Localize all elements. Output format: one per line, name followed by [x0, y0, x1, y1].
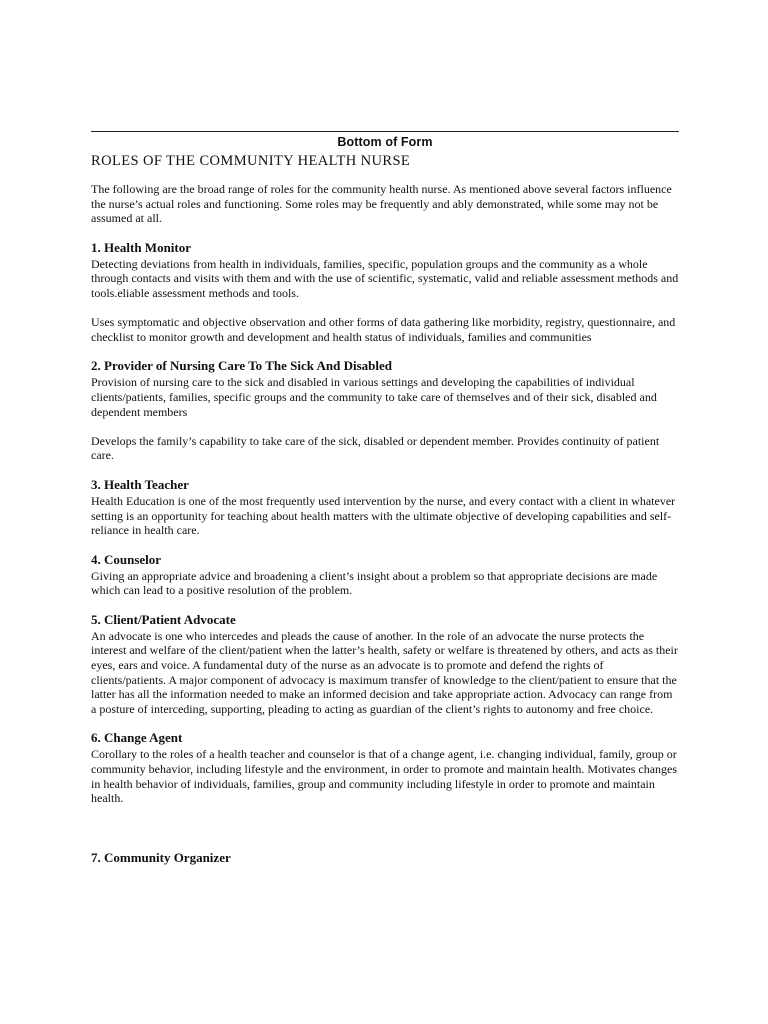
section-change-agent	[91, 730, 679, 805]
document-title: ROLES OF THE COMMUNITY HEALTH NURSE	[91, 153, 411, 169]
section-provider-of-nursing-care	[91, 358, 679, 463]
section-paragraph: Provision of nursing care to the sick and disabled in various settings and developing the capabilities of individual clients/patients, families, specific groups and the community to take care of themselves and of their sick, disabled and dependent members	[91, 375, 657, 419]
section-heading: 5. Client/Patient Advocate	[91, 611, 236, 627]
section-heading: 1. Health Monitor	[91, 239, 192, 255]
form-divider	[91, 131, 679, 132]
section-paragraph: Detecting deviations from health in individuals, families, specific, population groups and the community as a whole through contacts and visits with them and with the use of scientific, systematic, valid and reliable assessment methods and tools.eliable assessment methods and tools.	[91, 256, 679, 300]
section-heading: 2. Provider of Nursing Care To The Sick And Disabled	[91, 358, 392, 374]
section-health-monitor	[91, 240, 679, 345]
section-heading: 3. Health Teacher	[91, 476, 189, 492]
section-heading: 7. Community Organizer	[91, 849, 231, 865]
document-page	[91, 131, 679, 866]
section-paragraph: Uses symptomatic and objective observation and other forms of data gathering like morbidity, registry, questionnaire, and checklist to monitor growth and development and health status of individuals, families and communities	[91, 315, 676, 344]
intro-paragraph: The following are the broad range of roles for the community health nurse. As mentioned above several factors influence the nurse’s actual roles and functioning. Some roles may be frequently and ably demonstrated, while some may not be assumed at all.	[91, 182, 672, 226]
section-paragraph: Develops the family’s capability to take care of the sick, disabled or dependent member. Provides continuity of patient care.	[91, 433, 660, 463]
section-health-teacher	[91, 477, 679, 538]
section-heading: 4. Counselor	[91, 551, 162, 567]
section-paragraph: Corollary to the roles of a health teacher and counselor is that of a change agent, i.e. changing individual, family, group or community behavior, including lifestyle and the environment, in order to promote and maintain health. Motivates changes in health behavior of individuals, families, group and community including lifestyle in order to promote and maintain health.	[91, 747, 678, 806]
bottom-of-form-label: Bottom of Form	[337, 135, 433, 149]
section-paragraph: Health Education is one of the most frequently used intervention by the nurse, and every contact with a client in whatever setting is an opportunity for teaching about health matters with the ultimate objective of developing capabilities and self-reliance in health care.	[91, 493, 676, 538]
section-heading: 6. Change Agent	[91, 730, 183, 746]
section-community-organizer	[91, 850, 679, 866]
section-client-patient-advocate	[91, 612, 679, 717]
section-paragraph: An advocate is one who intercedes and pleads the cause of another. In the role of an advocate the nurse protects the interest and welfare of the client/patient when the latter’s health, safety or welfare is threatened by others, and acts as their eyes, ears and voice. A fundamental duty of the nurse as an advocate is to promote and defend the rights of clients/patients. A major component of advocacy is maximum transfer of knowledge to the client/patient to ensure that the latter has all the information needed to make an informed decision and take appropriate action. Advocacy can range from a posture of interceding, supporting, pleading to acting as guardian of the client’s rights to autonomy and free choice.	[91, 628, 678, 716]
section-counselor	[91, 552, 679, 598]
section-paragraph: Giving an appropriate advice and broadening a client’s insight about a problem so that appropriate decisions are made which can lead to a positive resolution of the problem.	[91, 568, 658, 598]
